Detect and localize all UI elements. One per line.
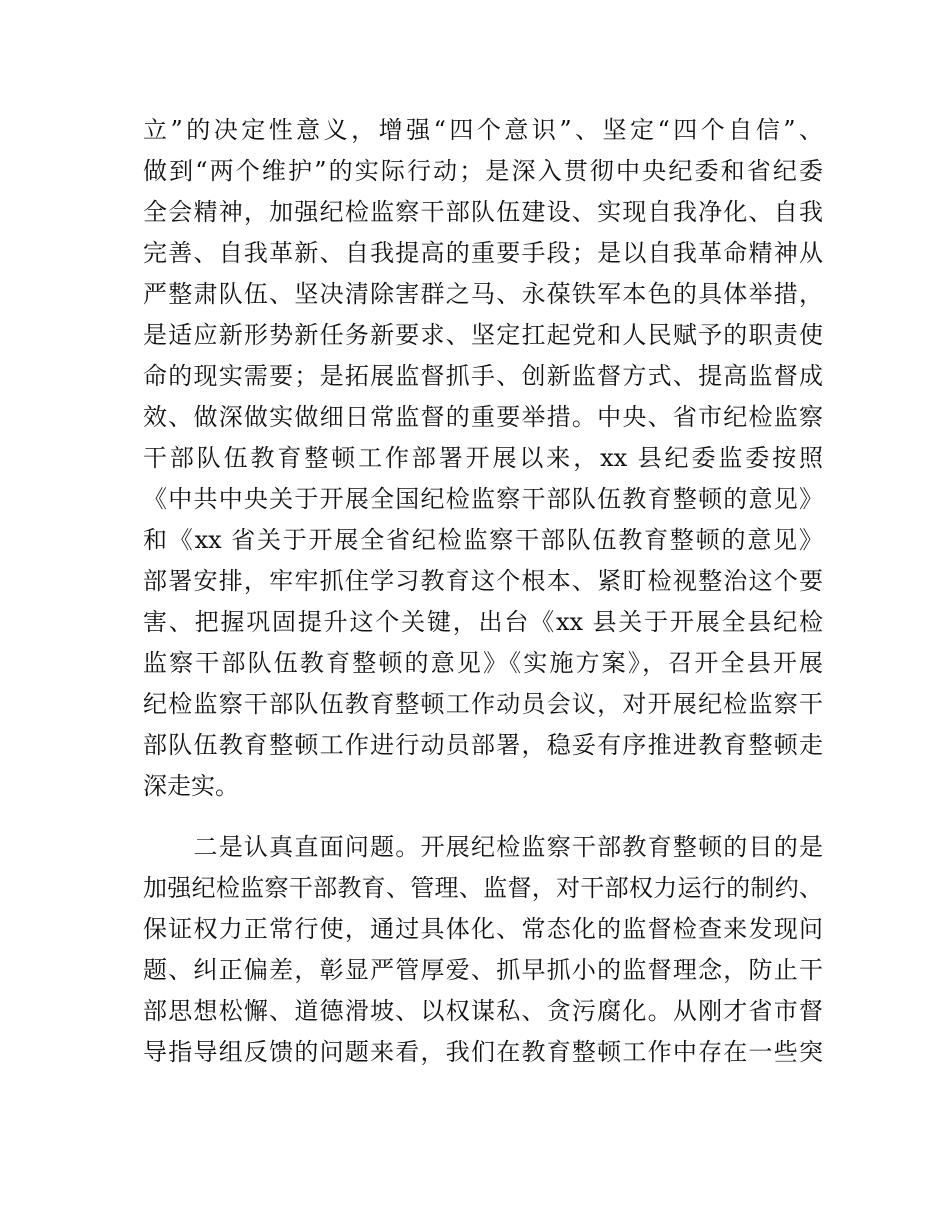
text-line: 监察干部队伍教育整顿的意见》《实施方案》，召开全县开展 [143,649,823,677]
text-line: 干部队伍教育整顿工作部署开展以来，xx 县纪委监委按照 [143,444,823,472]
text-line: 命的现实需要；是拓展监督抓手、创新监督方式、提高监督成 [143,362,823,390]
text-line: 部队伍教育整顿工作进行动员部署，稳妥有序推进教育整顿走 [143,731,823,759]
text-line: 效、做深做实做细日常监督的重要举措。中央、省市纪检监察 [143,403,823,431]
body-paragraph-2 [143,827,823,1073]
text-line: 题、纠正偏差，彰显严管厚爱、抓早抓小的监督理念，防止干 [143,956,823,984]
text-line: 立”的决定性意义，增强“四个意识”、坚定“四个自信”、 [143,116,823,144]
text-line: 做到“两个维护”的实际行动；是深入贯彻中央纪委和省纪委 [143,157,823,185]
text-line: 害、把握巩固提升这个关键，出台《xx 县关于开展全县纪检 [143,608,823,636]
text-line: 二是认真直面问题。开展纪检监察干部教育整顿的目的是 [143,833,823,861]
text-line: 深走实。 [143,772,239,800]
text-line: 导指导组反馈的问题来看，我们在教育整顿工作中存在一些突 [143,1038,823,1066]
text-line: 严整肃队伍、坚决清除害群之马、永葆铁军本色的具体举措， [143,280,823,308]
text-line: 《中共中央关于开展全国纪检监察干部队伍教育整顿的意见》 [143,485,823,513]
text-line: 纪检监察干部队伍教育整顿工作动员会议，对开展纪检监察干 [143,690,823,718]
text-line: 保证权力正常行使，通过具体化、常态化的监督检查来发现问 [143,915,823,943]
text-line: 完善、自我革新、自我提高的重要手段；是以自我革命精神从 [143,239,823,267]
body-paragraph-1 [143,110,823,807]
text-line: 加强纪检监察干部教育、管理、监督，对干部权力运行的制约、 [143,874,823,902]
text-line: 全会精神，加强纪检监察干部队伍建设、实现自我净化、自我 [143,198,823,226]
text-line: 部署安排，牢牢抓住学习教育这个根本、紧盯检视整治这个要 [143,567,823,595]
text-line: 和《xx 省关于开展全省纪检监察干部队伍教育整顿的意见》 [143,526,823,554]
text-line: 是适应新形势新任务新要求、坚定扛起党和人民赋予的职责使 [143,321,823,349]
text-line: 部思想松懈、道德滑坡、以权谋私、贪污腐化。从刚才省市督 [143,997,823,1025]
